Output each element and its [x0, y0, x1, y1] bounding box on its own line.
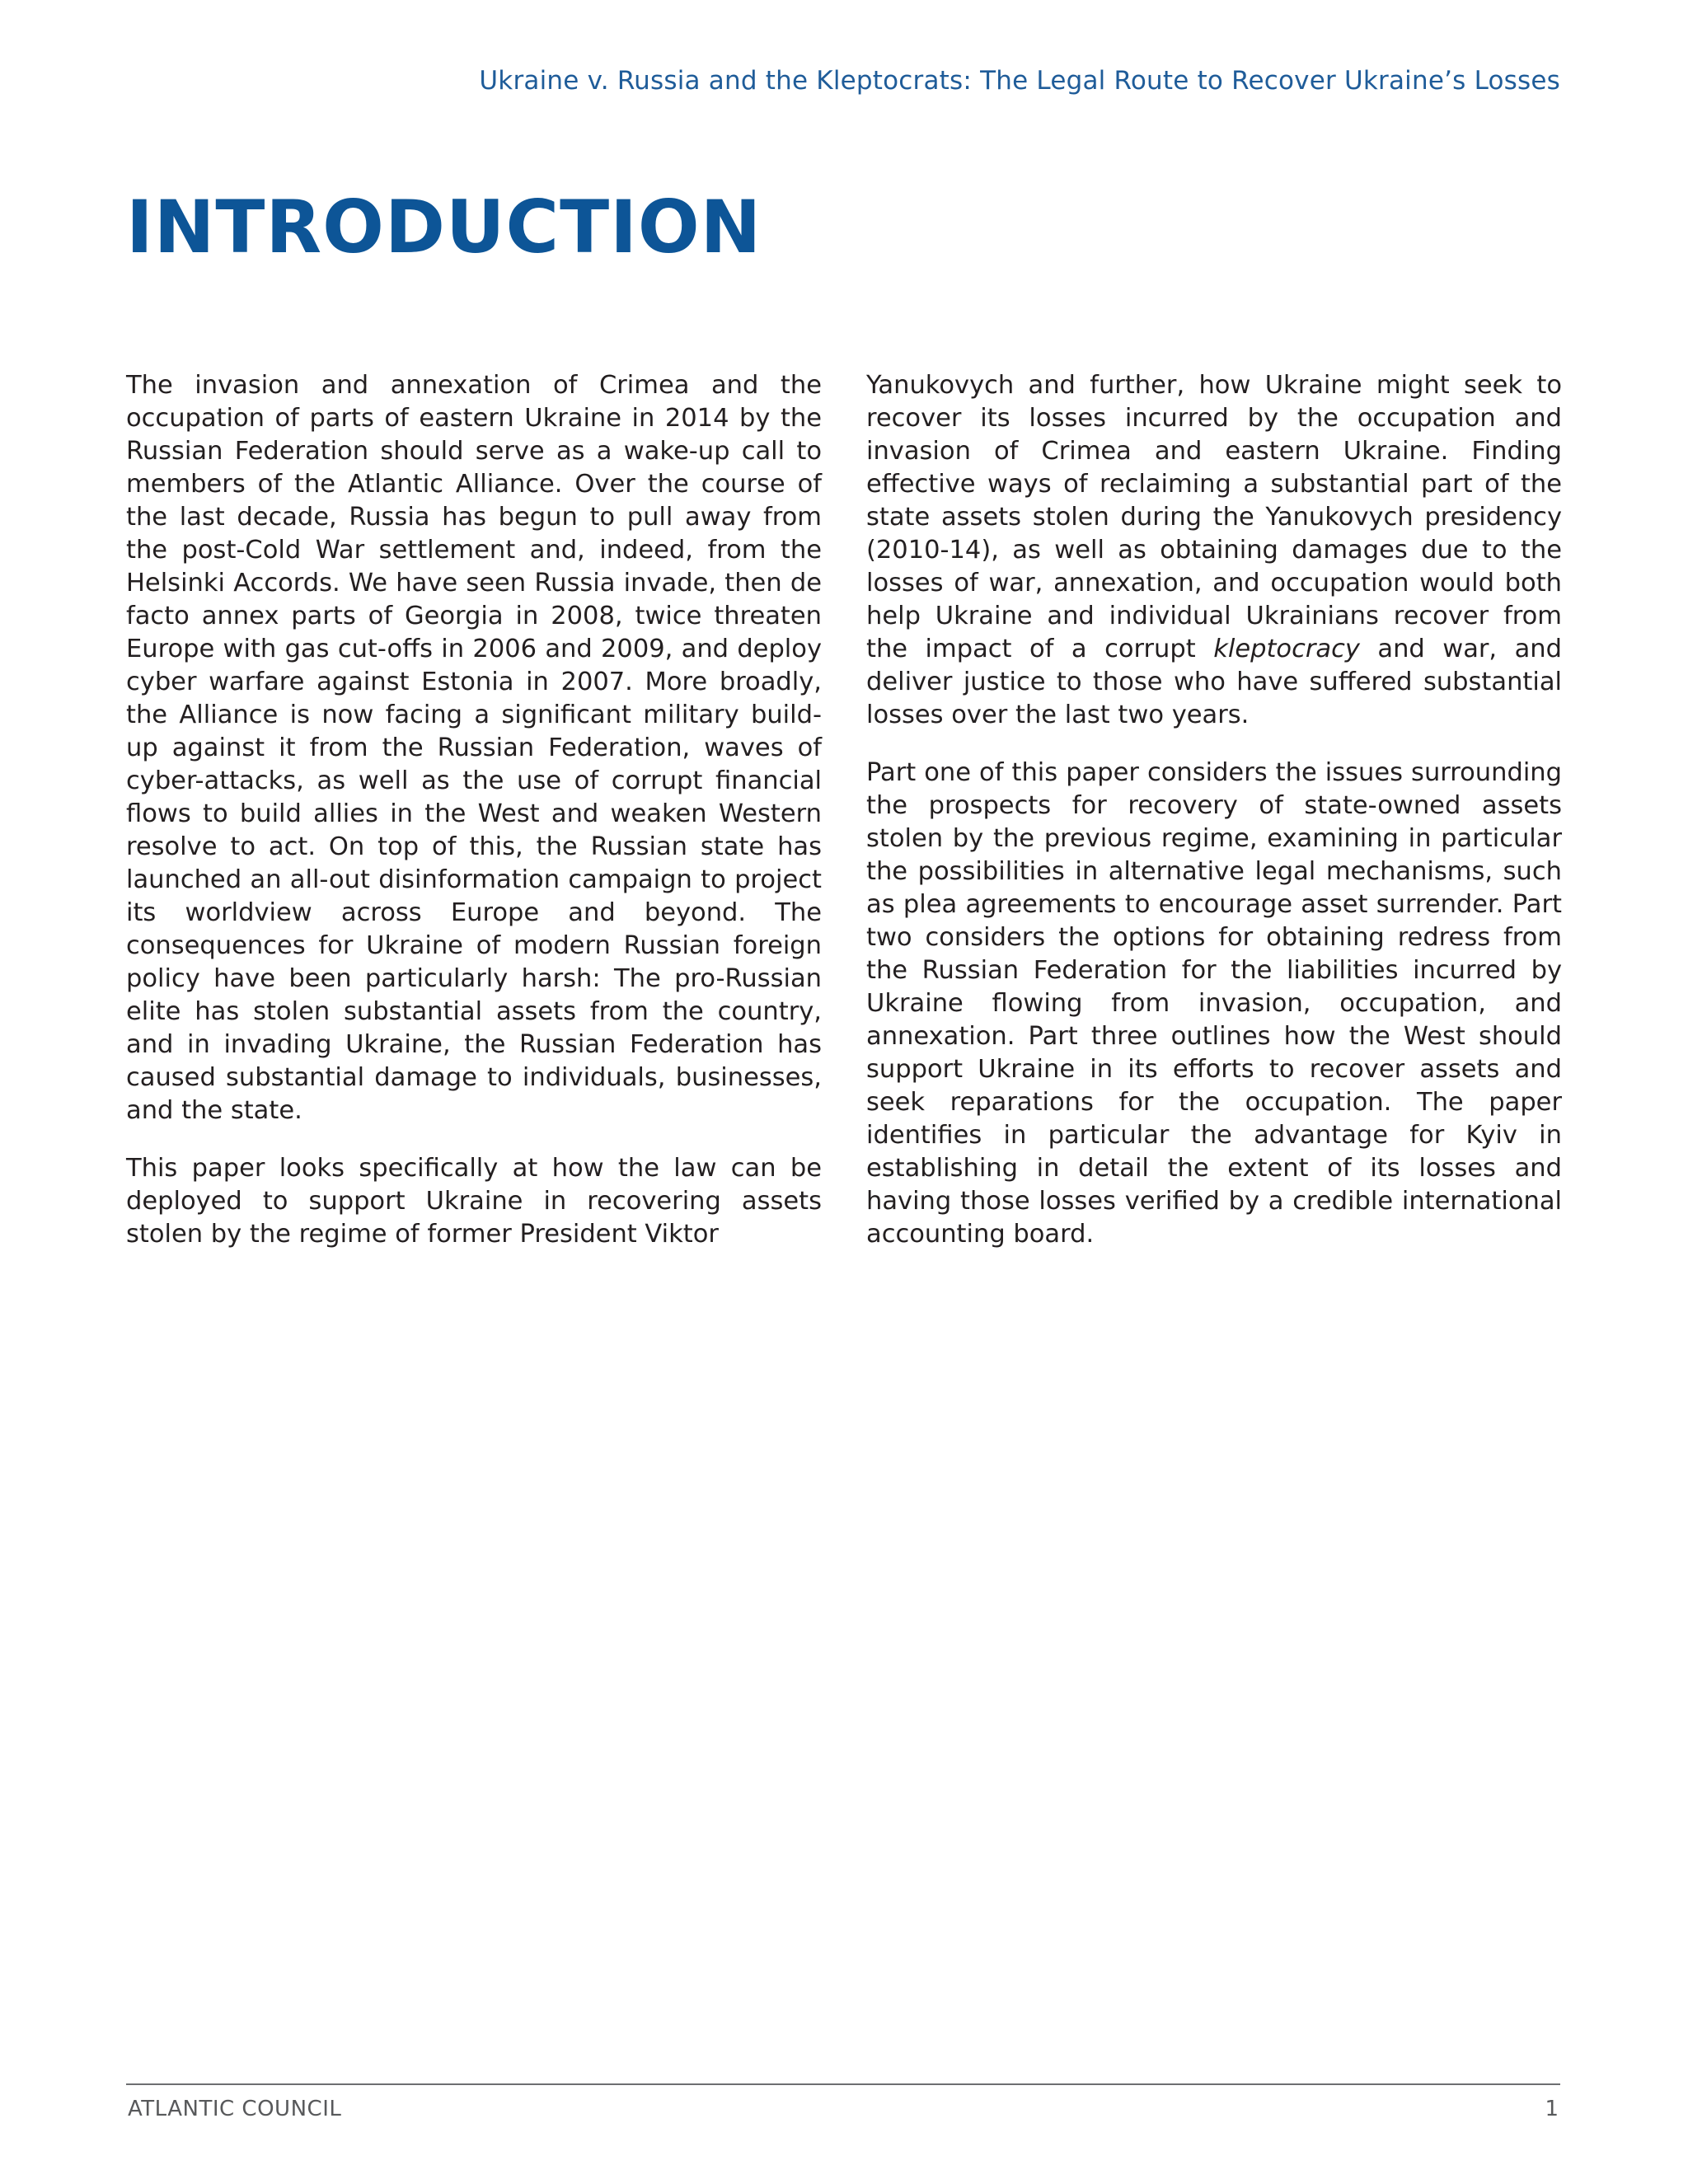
footer-divider: [126, 2083, 1560, 2085]
paragraph-text: Yanukovych and further, how Ukraine might seek to recover its losses incurred by the occupation and invasion of Crimea and eastern Ukraine. Finding effective ways of reclaiming a substantial part of the state assets stolen during the Yanukovych presidency (2010-14), as well as obtaining damages due to the losses of war, annexation, and occupation would both help Ukraine and individual Ukrainians recover from the impact of a corrupt: [866, 371, 1562, 663]
footer-organization: ATLANTIC COUNCIL: [128, 2097, 342, 2121]
body-columns: [126, 369, 1562, 1276]
paragraph: Part one of this paper considers the issues surrounding the prospects for recovery of state-owned assets stolen by the previous regime, examining in particular the possibilities in alternative legal mechanisms, such as plea agreements to encourage asset surrender. Part two considers the options for obtaining redress from the Russian Federation for the liabilities incurred by Ukraine flowing from invasion, occupation, and annexation. Part three outlines how the West should support Ukraine in its efforts to recover assets and seek reparations for the occupation. The paper identifies in particular the advantage for Kyiv in establishing in detail the extent of its losses and having those losses verified by a credible international accounting board.: [866, 758, 1562, 1249]
paragraph: The invasion and annexation of Crimea and the occupation of parts of eastern Ukraine in 2014 by the Russian Federation should serve as a wake-up call to members of the Atlantic Alliance. Over the course of the last decade, Russia has begun to pull away from the post-Cold War settlement and, indeed, from the Helsinki Accords. We have seen Russia invade, then de facto annex parts of Georgia in 2008, twice threaten Europe with gas cut-offs in 2006 and 2009, and deploy cyber warfare against Estonia in 2007. More broadly, the Alliance is now facing a significant military build-up against it from the Russian Federation, waves of cyber-attacks, as well as the use of corrupt financial flows to build allies in the West and weaken Western resolve to act. On top of this, the Russian state has launched an all-out disinformation campaign to project its worldview across Europe and beyond. The consequences for Ukraine of modern Russian foreign policy have been particularly harsh: The pro-Russian elite has stolen substantial assets from the country, and in invading Ukraine, the Russian Federation has caused substantial damage to individuals, businesses, and the state.: [126, 371, 822, 1125]
paragraph-text: and war, and deliver justice to those who have suffered substantial losses over the last two years.: [866, 635, 1562, 729]
right-column: [866, 369, 1562, 1276]
paragraph: This paper looks specifically at how the law can be deployed to support Ukraine in recovering assets stolen by the regime of former President Viktor: [126, 1154, 822, 1249]
italic-term: kleptocracy: [1213, 635, 1360, 663]
page-number: 1: [1545, 2097, 1559, 2121]
left-column: [126, 369, 822, 1276]
running-header: Ukraine v. Russia and the Kleptocrats: The Legal Route to Recover Ukraine’s Losses: [479, 66, 1560, 96]
page-title: INTRODUCTION: [126, 185, 762, 269]
paragraph: [866, 369, 1562, 732]
